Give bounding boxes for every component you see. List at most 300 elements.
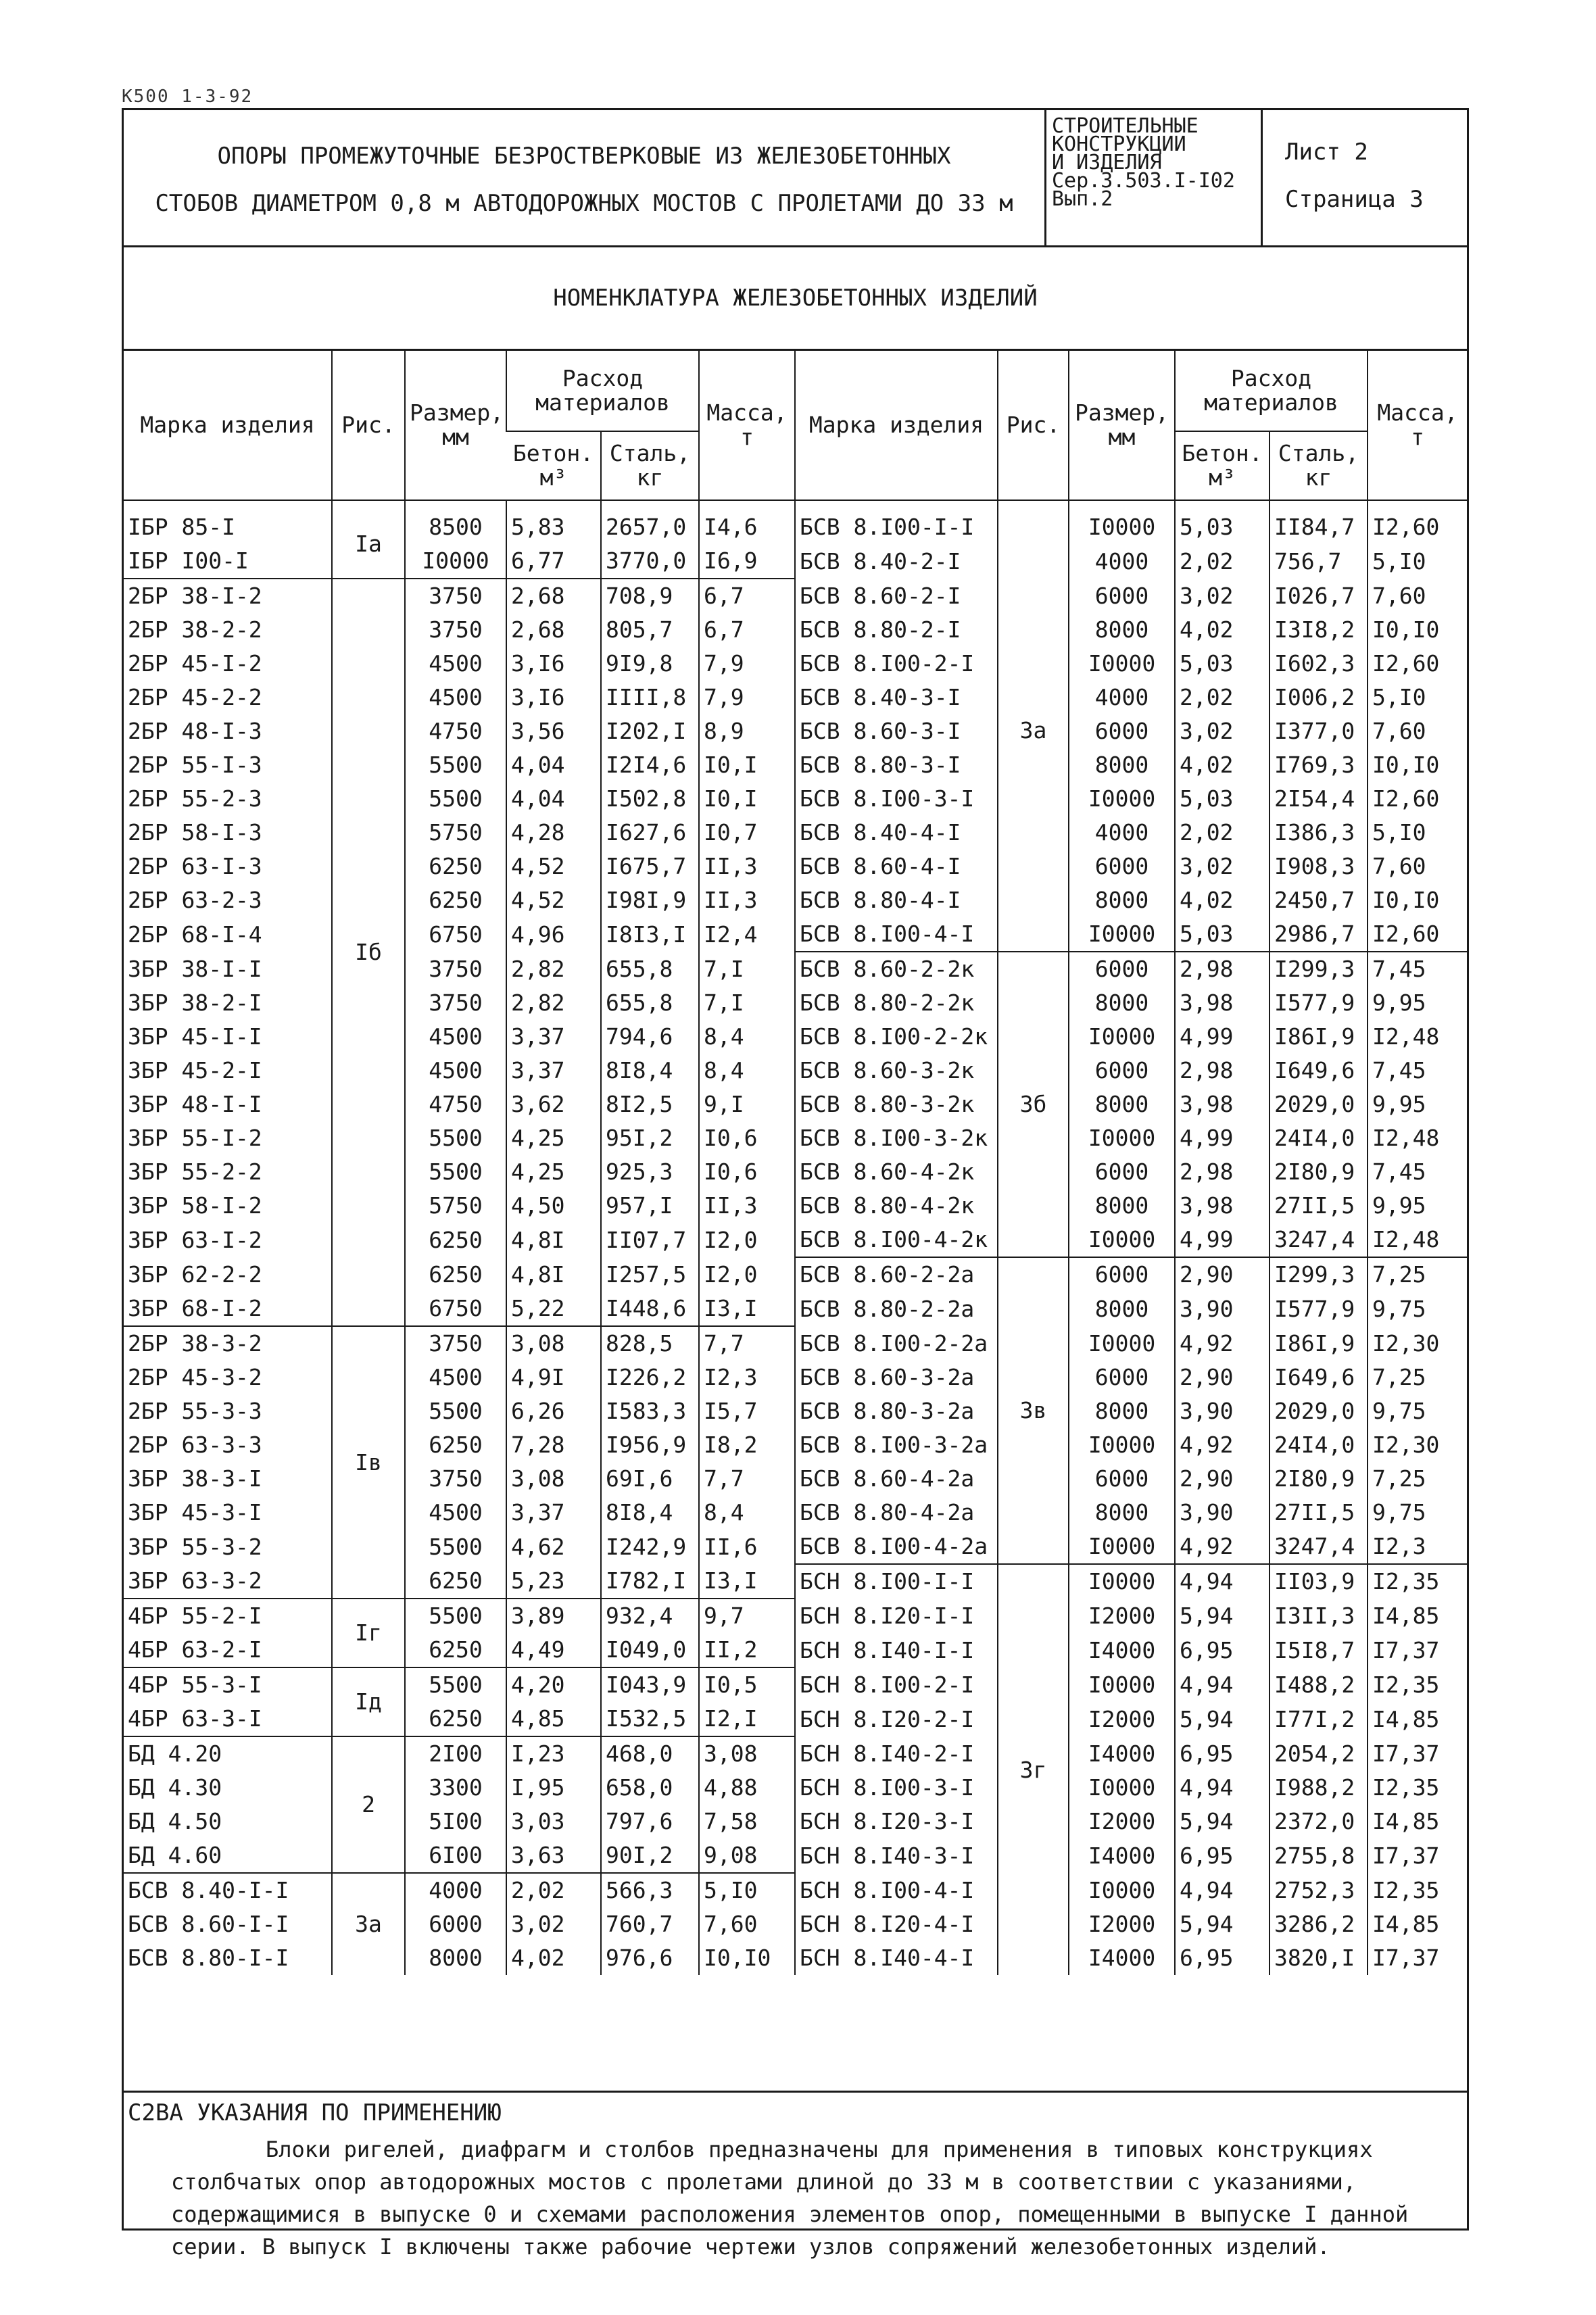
item-mass-right: I2,30 xyxy=(1368,1326,1467,1361)
item-concrete: 6,26 xyxy=(506,1394,601,1428)
item-mark-right: БСН 8.I20-2-I xyxy=(795,1702,998,1736)
item-mark: 3БР 45-2-I xyxy=(128,1057,262,1083)
item-concrete-right: 2,90 xyxy=(1175,1257,1269,1292)
item-fig-right: 3г xyxy=(998,1564,1069,1975)
item-steel-right: 27II,5 xyxy=(1269,1496,1368,1530)
item-concrete: 3,89 xyxy=(506,1599,601,1633)
item-mark-right: БСН 8.I20-I-I xyxy=(795,1599,998,1633)
item-size: 4500 xyxy=(405,1020,506,1054)
item-concrete: 4,96 xyxy=(506,917,601,952)
series-line-1: СТРОИТЕЛЬНЫЕ xyxy=(1052,114,1199,138)
item-steel-right: II84,7 xyxy=(1269,500,1368,544)
title-block xyxy=(124,110,1467,247)
item-concrete: 7,28 xyxy=(506,1428,601,1462)
item-size: 6250 xyxy=(405,883,506,917)
item-concrete: 5,83 xyxy=(506,500,601,544)
table-row xyxy=(124,647,1467,681)
item-size-right: 6000 xyxy=(1069,1155,1175,1189)
item-concrete-right: 4,94 xyxy=(1175,1771,1269,1805)
item-steel: 760,7 xyxy=(601,1907,699,1941)
item-mass-right: I4,85 xyxy=(1368,1599,1467,1633)
item-mark-right: БСВ 8.I00-4-2а xyxy=(795,1530,998,1564)
item-mass-right: 9,75 xyxy=(1368,1394,1467,1428)
table-row xyxy=(124,917,1467,952)
item-steel: 925,3 xyxy=(601,1155,699,1189)
item-mark-right: БСВ 8.I00-3-2а xyxy=(795,1428,998,1462)
item-steel-right: I577,9 xyxy=(1269,1292,1368,1326)
table-row xyxy=(124,952,1467,986)
col-concrete: Бетон. м³ xyxy=(506,431,601,500)
item-size: 3750 xyxy=(405,579,506,613)
item-mass-right: 9,95 xyxy=(1368,1088,1467,1121)
item-concrete: 4,52 xyxy=(506,850,601,883)
item-size-right: 6000 xyxy=(1069,1257,1175,1292)
item-size-right: 4000 xyxy=(1069,544,1175,579)
item-mass: 8,4 xyxy=(699,1054,795,1088)
item-steel: II07,7 xyxy=(601,1223,699,1257)
item-mark: БД 4.20 xyxy=(124,1736,332,1771)
item-mark: 3БР 45-3-I xyxy=(128,1499,262,1526)
item-concrete-right: 3,98 xyxy=(1175,1189,1269,1223)
item-mark-right: БСВ 8.I00-2-I xyxy=(795,647,998,681)
item-fig: Iб xyxy=(332,579,405,1326)
item-steel: 708,9 xyxy=(601,579,699,613)
item-concrete-right: 4,94 xyxy=(1175,1873,1269,1907)
item-size-right: I0000 xyxy=(1069,1223,1175,1257)
table-row xyxy=(124,714,1467,748)
item-size: 4500 xyxy=(405,1496,506,1530)
item-mass-right: I2,35 xyxy=(1368,1667,1467,1702)
item-steel-right: I299,3 xyxy=(1269,952,1368,986)
item-mass: 9,08 xyxy=(699,1838,795,1873)
item-concrete-right: 3,98 xyxy=(1175,986,1269,1020)
item-size: 6250 xyxy=(405,1223,506,1257)
table-row xyxy=(124,1702,1467,1736)
item-mark: 3БР 48-I-I xyxy=(128,1091,262,1117)
item-size: 5500 xyxy=(405,1155,506,1189)
item-size: 6250 xyxy=(405,1564,506,1599)
item-concrete: 4,8I xyxy=(506,1257,601,1292)
item-mark-right: БСВ 8.80-2-I xyxy=(795,613,998,647)
item-size-right: I2000 xyxy=(1069,1805,1175,1838)
item-size: 8500 xyxy=(405,500,506,544)
item-steel-right: 24I4,0 xyxy=(1269,1121,1368,1155)
item-fig: Iв xyxy=(332,1326,405,1599)
item-size-right: I2000 xyxy=(1069,1599,1175,1633)
item-mass: 8,9 xyxy=(699,714,795,748)
item-concrete: 3,37 xyxy=(506,1496,601,1530)
item-mass: II,3 xyxy=(699,883,795,917)
item-mass-right: I4,85 xyxy=(1368,1702,1467,1736)
item-size: 6000 xyxy=(405,1907,506,1941)
item-mass: I0,I xyxy=(699,748,795,782)
item-steel: I627,6 xyxy=(601,816,699,850)
table-row xyxy=(124,1564,1467,1599)
item-mass: 7,7 xyxy=(699,1462,795,1496)
table-row xyxy=(124,748,1467,782)
item-concrete: 4,49 xyxy=(506,1633,601,1667)
col-mark: Марка изделия xyxy=(124,351,332,500)
item-size: 5500 xyxy=(405,782,506,816)
item-size: 3750 xyxy=(405,1462,506,1496)
item-mass: I0,5 xyxy=(699,1667,795,1702)
item-concrete-right: 4,99 xyxy=(1175,1020,1269,1054)
item-mark-right: БСВ 8.80-4-I xyxy=(795,883,998,917)
item-mark: 3БР 38-I-I xyxy=(128,955,262,982)
item-steel-right: 2755,8 xyxy=(1269,1838,1368,1873)
item-steel: 566,3 xyxy=(601,1873,699,1907)
item-steel: I2I4,6 xyxy=(601,748,699,782)
table-row xyxy=(124,1223,1467,1257)
item-steel: 69I,6 xyxy=(601,1462,699,1496)
item-mass-right: I2,60 xyxy=(1368,782,1467,816)
item-concrete-right: 3,02 xyxy=(1175,714,1269,748)
item-mark: 3БР 58-I-2 xyxy=(128,1192,262,1219)
item-mark: БД 4.60 xyxy=(128,1842,222,1868)
item-mass: I0,I0 xyxy=(699,1941,795,1975)
table-row xyxy=(124,986,1467,1020)
item-mark: 2БР 68-I-4 xyxy=(128,921,262,948)
item-steel: 828,5 xyxy=(601,1326,699,1361)
table-row xyxy=(124,883,1467,917)
item-mass-right: I2,48 xyxy=(1368,1020,1467,1054)
item-size-right: 8000 xyxy=(1069,1496,1175,1530)
item-mark: 2БР 38-I-2 xyxy=(124,579,332,613)
item-size-right: I0000 xyxy=(1069,917,1175,952)
table-row xyxy=(124,1667,1467,1702)
item-concrete: 3,02 xyxy=(506,1907,601,1941)
notes-body: Блоки ригелей, диафрагм и столбов предназначены для применения в типовых конструкциях столбчатых опор автодорожных мостов с пролетами длиной до 33 м в соответствии с указаниями, содержащимися в выпуске 0 и схемами расположения элементов опор, помещенными в выпуске I данной серии. В выпуск I включены также рабочие чертежи узлов сопряжений железобетонных изделий. xyxy=(171,2137,1409,2260)
page-number: Страница 3 xyxy=(1285,186,1424,213)
item-concrete: 2,68 xyxy=(506,613,601,647)
item-mass-right: 9,75 xyxy=(1368,1292,1467,1326)
item-steel-right: 3247,4 xyxy=(1269,1530,1368,1564)
item-mark: 2БР 45-2-2 xyxy=(128,684,262,710)
item-concrete: 3,I6 xyxy=(506,647,601,681)
item-mass: 7,7 xyxy=(699,1326,795,1361)
item-size-right: 6000 xyxy=(1069,952,1175,986)
usage-notes xyxy=(124,2091,1467,2260)
item-mark: БСВ 8.60-I-I xyxy=(128,1911,289,1937)
col-mark-right: Марка изделия xyxy=(795,351,998,500)
item-steel: IIII,8 xyxy=(601,681,699,714)
item-size-right: I0000 xyxy=(1069,1121,1175,1155)
item-mark: 3БР 38-3-I xyxy=(128,1465,262,1492)
item-concrete: 4,28 xyxy=(506,816,601,850)
item-concrete: 2,82 xyxy=(506,952,601,986)
item-size-right: 8000 xyxy=(1069,1394,1175,1428)
table-row xyxy=(124,1907,1467,1941)
item-mark: БД 4.50 xyxy=(128,1808,222,1834)
item-size: 4500 xyxy=(405,1054,506,1088)
item-mark: 3БР 55-I-2 xyxy=(128,1125,262,1151)
item-concrete: 3,03 xyxy=(506,1805,601,1838)
nomenclature-table xyxy=(124,351,1467,1975)
table-row xyxy=(124,816,1467,850)
item-steel-right: I649,6 xyxy=(1269,1361,1368,1394)
item-size-right: I0000 xyxy=(1069,1326,1175,1361)
item-mark-right: БСН 8.I20-4-I xyxy=(795,1907,998,1941)
item-concrete-right: 4,99 xyxy=(1175,1223,1269,1257)
col-mass: Масса, т xyxy=(699,351,795,500)
item-steel: 794,6 xyxy=(601,1020,699,1054)
item-size: 4500 xyxy=(405,681,506,714)
document-frame xyxy=(122,108,1469,2260)
item-steel: I956,9 xyxy=(601,1428,699,1462)
item-size-right: I4000 xyxy=(1069,1838,1175,1873)
item-steel: I98I,9 xyxy=(601,883,699,917)
item-steel: 468,0 xyxy=(601,1736,699,1771)
item-concrete-right: 4,99 xyxy=(1175,1121,1269,1155)
item-size: 6250 xyxy=(405,850,506,883)
item-mark-right: БСВ 8.80-2-2к xyxy=(795,986,998,1020)
item-steel: I226,2 xyxy=(601,1361,699,1394)
item-steel-right: I988,2 xyxy=(1269,1771,1368,1805)
item-mass-right: 7,25 xyxy=(1368,1257,1467,1292)
item-steel-right: 2986,7 xyxy=(1269,917,1368,952)
item-size: 3750 xyxy=(405,986,506,1020)
item-mark: IБР 85-I xyxy=(128,514,235,540)
item-mass: 7,I xyxy=(699,986,795,1020)
item-mass: I0,7 xyxy=(699,816,795,850)
item-mass-right: 5,I0 xyxy=(1368,544,1467,579)
item-size-right: I0000 xyxy=(1069,1020,1175,1054)
item-concrete: 4,50 xyxy=(506,1189,601,1223)
item-mass: I0,I xyxy=(699,782,795,816)
item-mass: I6,9 xyxy=(699,544,795,579)
item-concrete: 3,08 xyxy=(506,1462,601,1496)
item-mass: II,6 xyxy=(699,1530,795,1564)
item-size: 5500 xyxy=(405,1121,506,1155)
item-concrete: 3,I6 xyxy=(506,681,601,714)
item-mark-right: БСН 8.I00-I-I xyxy=(795,1564,998,1599)
item-mark-right: БСВ 8.I00-3-2к xyxy=(795,1121,998,1155)
item-mass-right: I2,60 xyxy=(1368,647,1467,681)
notes-title: С2ВА УКАЗАНИЯ ПО ПРИМЕНЕНИЮ xyxy=(128,2099,502,2126)
item-steel: I532,5 xyxy=(601,1702,699,1736)
item-concrete-right: 3,02 xyxy=(1175,850,1269,883)
item-mark-right: БСВ 8.I00-4-I xyxy=(795,917,998,952)
item-concrete-right: 6,95 xyxy=(1175,1736,1269,1771)
item-size-right: I0000 xyxy=(1069,782,1175,816)
item-mark: 2БР 63-3-3 xyxy=(128,1432,262,1458)
item-steel-right: 27II,5 xyxy=(1269,1189,1368,1223)
item-mass: I2,0 xyxy=(699,1257,795,1292)
item-concrete-right: 4,94 xyxy=(1175,1564,1269,1599)
item-mass-right: I4,85 xyxy=(1368,1907,1467,1941)
item-mass: II,3 xyxy=(699,850,795,883)
item-steel-right: 3247,4 xyxy=(1269,1223,1368,1257)
item-steel-right: 2I54,4 xyxy=(1269,782,1368,816)
item-concrete-right: 5,94 xyxy=(1175,1599,1269,1633)
table-row xyxy=(124,1088,1467,1121)
item-size-right: 6000 xyxy=(1069,579,1175,613)
item-concrete: 4,62 xyxy=(506,1530,601,1564)
item-concrete: 4,25 xyxy=(506,1121,601,1155)
item-concrete: 4,25 xyxy=(506,1155,601,1189)
table-row xyxy=(124,1292,1467,1326)
item-size: 5500 xyxy=(405,1530,506,1564)
item-mark: 4БР 63-2-I xyxy=(128,1636,262,1663)
item-mass: 6,7 xyxy=(699,613,795,647)
item-steel-right: 24I4,0 xyxy=(1269,1428,1368,1462)
item-steel-right: 2054,2 xyxy=(1269,1736,1368,1771)
item-concrete-right: 3,98 xyxy=(1175,1088,1269,1121)
table-row xyxy=(124,1462,1467,1496)
item-mass: 7,60 xyxy=(699,1907,795,1941)
series-line-4: Сер.3.503.I-I02 xyxy=(1052,169,1235,193)
col-mass-right: Масса, т xyxy=(1368,351,1467,500)
item-mass: 7,58 xyxy=(699,1805,795,1838)
table-row xyxy=(124,613,1467,647)
item-mass-right: I7,37 xyxy=(1368,1838,1467,1873)
item-mass-right: 5,I0 xyxy=(1368,816,1467,850)
table-row xyxy=(124,1496,1467,1530)
table-row xyxy=(124,850,1467,883)
item-concrete-right: 6,95 xyxy=(1175,1838,1269,1873)
sheet-block xyxy=(1265,110,1467,245)
item-mass: I5,7 xyxy=(699,1394,795,1428)
item-steel: I049,0 xyxy=(601,1633,699,1667)
item-mark: 3БР 45-I-I xyxy=(128,1023,262,1050)
item-mark: 2БР 58-I-3 xyxy=(128,819,262,846)
item-steel-right: I602,3 xyxy=(1269,647,1368,681)
item-mark-right: БСВ 8.60-3-I xyxy=(795,714,998,748)
table-row xyxy=(124,544,1467,579)
item-steel-right: I488,2 xyxy=(1269,1667,1368,1702)
item-mass-right: 7,60 xyxy=(1368,850,1467,883)
item-size-right: I0000 xyxy=(1069,1530,1175,1564)
item-steel-right: I86I,9 xyxy=(1269,1020,1368,1054)
item-mass: I0,6 xyxy=(699,1121,795,1155)
item-mark-right: БСВ 8.60-4-I xyxy=(795,850,998,883)
item-concrete: 2,68 xyxy=(506,579,601,613)
item-steel-right: I386,3 xyxy=(1269,816,1368,850)
item-concrete: 2,82 xyxy=(506,986,601,1020)
item-size-right: I0000 xyxy=(1069,1667,1175,1702)
item-mass-right: 9,75 xyxy=(1368,1496,1467,1530)
item-concrete-right: 2,02 xyxy=(1175,544,1269,579)
item-size-right: 6000 xyxy=(1069,850,1175,883)
item-size-right: I0000 xyxy=(1069,1873,1175,1907)
item-steel-right: I299,3 xyxy=(1269,1257,1368,1292)
item-mass-right: 7,45 xyxy=(1368,1155,1467,1189)
item-steel: I675,7 xyxy=(601,850,699,883)
item-mass: I0,6 xyxy=(699,1155,795,1189)
table-row xyxy=(124,579,1467,613)
item-steel: 805,7 xyxy=(601,613,699,647)
item-concrete-right: 4,94 xyxy=(1175,1667,1269,1702)
item-mass-right: I2,60 xyxy=(1368,917,1467,952)
item-mark: 2БР 63-I-3 xyxy=(128,853,262,879)
item-mass-right: I7,37 xyxy=(1368,1736,1467,1771)
item-size-right: 6000 xyxy=(1069,714,1175,748)
item-mass-right: 5,I0 xyxy=(1368,681,1467,714)
item-mass-right: I2,35 xyxy=(1368,1873,1467,1907)
title-line-1: ОПОРЫ ПРОМЕЖУТОЧНЫЕ БЕЗРОСТВЕРКОВЫЕ ИЗ ЖЕЛЕЗОБЕТОННЫХ xyxy=(217,143,951,170)
item-concrete-right: 6,95 xyxy=(1175,1941,1269,1975)
item-size: 2I00 xyxy=(405,1736,506,1771)
item-mark-right: БСВ 8.I00-2-2к xyxy=(795,1020,998,1054)
item-size-right: I0000 xyxy=(1069,647,1175,681)
col-steel: Сталь, кг xyxy=(601,431,699,500)
table-row xyxy=(124,1633,1467,1667)
item-fig: Iа xyxy=(332,500,405,579)
item-concrete-right: 3,90 xyxy=(1175,1496,1269,1530)
item-size-right: I0000 xyxy=(1069,1771,1175,1805)
col-size: Размер, мм xyxy=(405,351,506,500)
item-size: 4750 xyxy=(405,714,506,748)
item-steel-right: I769,3 xyxy=(1269,748,1368,782)
col-fig: Рис. xyxy=(332,351,405,500)
item-steel: I257,5 xyxy=(601,1257,699,1292)
item-concrete-right: 2,90 xyxy=(1175,1462,1269,1496)
table-row xyxy=(124,1941,1467,1975)
item-size: 6250 xyxy=(405,1257,506,1292)
col-consumption: Расход материалов xyxy=(506,351,699,431)
item-mark-right: БСВ 8.80-4-2а xyxy=(795,1496,998,1530)
item-steel: 957,I xyxy=(601,1189,699,1223)
item-concrete-right: 2,98 xyxy=(1175,952,1269,986)
item-concrete: 4,02 xyxy=(506,1941,601,1975)
item-mark-right: БСВ 8.40-4-I xyxy=(795,816,998,850)
item-mass: 7,9 xyxy=(699,647,795,681)
item-size: 5500 xyxy=(405,1599,506,1633)
item-size-right: 8000 xyxy=(1069,986,1175,1020)
item-steel-right: 756,7 xyxy=(1269,544,1368,579)
item-size: 5750 xyxy=(405,1189,506,1223)
item-steel: 2657,0 xyxy=(601,500,699,544)
item-steel-right: 2I80,9 xyxy=(1269,1155,1368,1189)
item-steel: 655,8 xyxy=(601,952,699,986)
item-mass: 4,88 xyxy=(699,1771,795,1805)
item-steel: 95I,2 xyxy=(601,1121,699,1155)
item-concrete-right: 3,90 xyxy=(1175,1292,1269,1326)
item-size: 6250 xyxy=(405,1702,506,1736)
item-size: 3300 xyxy=(405,1771,506,1805)
item-mass: II,2 xyxy=(699,1633,795,1667)
item-size: 6750 xyxy=(405,917,506,952)
item-mass: I2,3 xyxy=(699,1361,795,1394)
table-row xyxy=(124,1326,1467,1361)
document-code: К500 1-3-92 xyxy=(122,87,253,107)
item-mark-right: БСВ 8.80-2-2а xyxy=(795,1292,998,1326)
item-steel: 976,6 xyxy=(601,1941,699,1975)
item-size-right: 8000 xyxy=(1069,748,1175,782)
item-size: I0000 xyxy=(405,544,506,579)
item-mass-right: I4,85 xyxy=(1368,1805,1467,1838)
item-steel-right: 3820,I xyxy=(1269,1941,1368,1975)
item-concrete-right: 4,92 xyxy=(1175,1428,1269,1462)
item-size: 4500 xyxy=(405,1361,506,1394)
item-size: 3750 xyxy=(405,613,506,647)
item-mark: 3БР 55-2-2 xyxy=(128,1159,262,1185)
item-mass-right: I2,48 xyxy=(1368,1121,1467,1155)
item-concrete-right: 2,02 xyxy=(1175,816,1269,850)
item-steel: I502,8 xyxy=(601,782,699,816)
item-mass-right: 7,25 xyxy=(1368,1361,1467,1394)
item-steel: I782,I xyxy=(601,1564,699,1599)
item-concrete: 4,8I xyxy=(506,1223,601,1257)
table-row xyxy=(124,782,1467,816)
item-concrete: I,23 xyxy=(506,1736,601,1771)
item-mass-right: 7,45 xyxy=(1368,1054,1467,1088)
table-row xyxy=(124,1394,1467,1428)
col-size-right: Размер, мм xyxy=(1069,351,1175,500)
item-steel-right: 2752,3 xyxy=(1269,1873,1368,1907)
item-mass: I2,4 xyxy=(699,917,795,952)
item-steel-right: I577,9 xyxy=(1269,986,1368,1020)
